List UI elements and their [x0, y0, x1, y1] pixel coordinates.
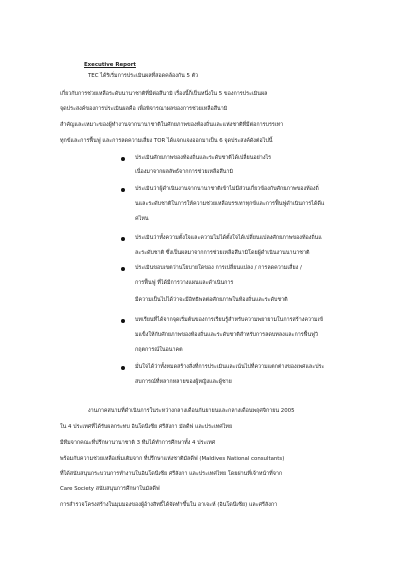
intro-line-3: จุดประสงค์ของการประเมินผลคือ เพื่อพิจารณาผลของการช่วยเหลือสึนามิ — [60, 106, 228, 112]
body-line-5: ที่ได้สนับสนุนกระบวนการทำงานในอินโดนีเซีย ศรีลังกา และประเทศไทย โดยผ่านที่เจ้าหน้าที่จาก — [60, 471, 283, 477]
bullet-marker — [121, 267, 125, 271]
body-line-2: ใน 4 ประเทศที่ได้รับผลกระทบ อินโดนีเซีย ศรีลังกา มัลดีฟ และประเทศไทย — [60, 424, 233, 430]
intro-line-2: เกี่ยวกับการช่วยเหลือระดับนานาชาติที่มีต่อสึนามิ เรื่องนี้ก็เป็นหนึ่งใน 5 ของการประเมินผล — [60, 91, 268, 97]
body-line-7: การสำรวจโครงสร้างในมุมมองของผู้อ้างสิทธิ์ได้จัดทำขึ้นใน อาเจะห์ (อินโดนีเซีย) และศรีลังกา — [60, 502, 278, 508]
report-title: Executive Report — [84, 62, 136, 68]
bullet-2-line-3: ค่ไหน — [135, 216, 149, 222]
intro-line-1: TEC ได้ริเริ่มการประเมินผลที่สอดคล้องกัน 5 ตัว — [88, 73, 199, 79]
body-line-1: งานภาคสนามที่ดำเนินการในระหว่างกลางเดือนกันยายนและกลางเดือนพฤศจิกายน 2005 — [88, 408, 295, 414]
bullet-4-line-1: ประเมินขอบเขตว่านโยบายใดของ การเปลี่ยนแปลง / การลดความเสี่ยง / — [135, 265, 302, 271]
bullet-6-line-2: สบการณ์ที่หลากหลายของผู้หญิงและผู้ชาย — [135, 379, 232, 385]
body-line-4: พร้อมกับความช่วยเหลือเพิ่มเติมจาก ที่ปรึกษาแห่งชาติมัลดีฟ (Maldives National consultants) — [60, 456, 285, 462]
bullet-5-line-1: บทเรียนที่ได้จากจุดเริ่มต้นของการเรียนรู้สำหรับความพยายามในการสร้างความเข้ — [135, 317, 324, 323]
bullet-4-line-2: การฟื้นฟู ที่ได้มีการวางแผนและดำเนินการ — [135, 280, 234, 286]
bullet-5-line-3: กฤตการณ์ในอนาคต — [135, 347, 183, 353]
bullet-5-line-2: มแข็งให้กับศักยภาพของท้องถิ่นและระดับชาติสำหรับการลดบทลงและการฟื้นฟูวิ — [135, 332, 318, 338]
body-line-3: มีทีมจากคณะที่ปรึกษานานาชาติ 3 ทีมได้ทำการศึกษาทั้ง 4 ประเทศ — [60, 440, 216, 446]
bullet-marker — [121, 188, 125, 192]
intro-line-5: ทุกข์และการฟื้นฟู และการลดความเสี่ยง TOR ได้แจกแจงออกมาเป็น 6 จุดประสงค์ดังต่อไปนี้ — [60, 138, 273, 144]
bullet-marker — [121, 366, 125, 370]
bullet-1-line-1: ประเมินศักยภาพของท้องถิ่นและระดับชาติได้เปลี่ยนอย่างไร — [135, 155, 272, 161]
bullet-marker — [121, 319, 125, 323]
bullet-marker — [121, 157, 125, 161]
bullet-3-line-2: ละระดับชาติ ซึ่งเป็นผลมาจากการช่วยเหลือสึนามิโดยผู้ดำเนินงานนานาชาติ — [135, 250, 310, 256]
bullet-2-line-1: ประเมินว่าผู้ดำเนินงานจากนานาชาติเข้าไม่มีส่วนเกี่ยวข้องกับศักยภาพของท้องถิ่ — [135, 186, 319, 192]
bullet-2-line-2: นและระดับชาติในการให้ความช่วยเหลือบรรเทาทุกข์และการฟื้นฟูดำเนินการได้ดีแ — [135, 201, 325, 207]
bullet-4-line-3: มีความเป็นไปได้ว่าจะมีอิทธิพลต่อศักยภาพในท้องถิ่นและระดับชาติ — [135, 297, 288, 303]
bullet-1-line-2: เนื่องมาจากผลลัพธ์จากการช่วยเหลือสึนามิ — [135, 169, 234, 175]
bullet-marker — [121, 237, 125, 241]
intro-line-4: สำคัญและเหมาะของผู้ทำงานจากนานาชาติในศักยภาพของท้องถิ่นและแห่งชาติที่มีต่อการบรรเทา — [60, 122, 284, 128]
body-line-6: Care Society สนับสนุนการศึกษาในมัลดีฟ — [60, 486, 160, 492]
bullet-6-line-1: มั่นใจได้ว่าทั้งหมดสร้างสิ่งที่การประเมินและเน้นไปที่ความแตกต่างของเพศและประ — [135, 364, 325, 370]
bullet-3-line-1: ประเมินว่าทั้งความตั้งใจและความไม่ได้ตั้งใจได้เปลี่ยนแปลงศักยภาพของท้องถิ่นแ — [135, 235, 322, 241]
